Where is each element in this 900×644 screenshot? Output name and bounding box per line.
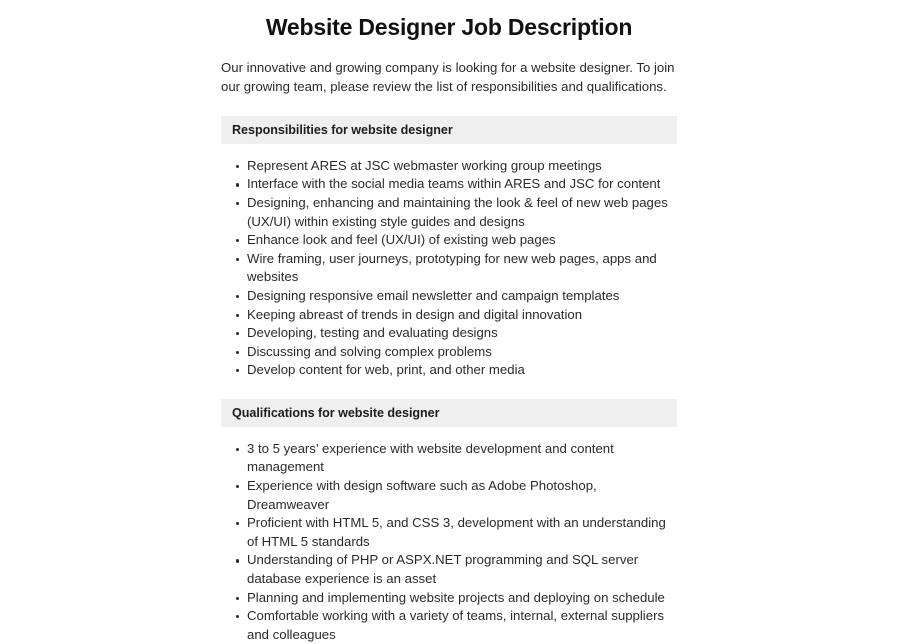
section-qualifications (221, 399, 677, 644)
section-header-responsibilities (221, 116, 677, 144)
list-item: Discussing and solving complex problems (221, 343, 677, 362)
list-item: Designing responsive email newsletter and campaign templates (221, 287, 677, 306)
list-item: Proficient with HTML 5, and CSS 3, development with an understanding of HTML 5 standards (221, 514, 677, 551)
list-item: Understanding of PHP or ASPX.NET programming and SQL server database experience is an asset (221, 551, 677, 588)
list-item: Experience with design software such as Adobe Photoshop, Dreamweaver (221, 477, 677, 514)
page-title: Website Designer Job Description (265, 14, 633, 40)
list-item: Developing, testing and evaluating designs (221, 324, 677, 343)
list-item: 3 to 5 years’ experience with website development and content management (221, 440, 677, 477)
section-header-label: Responsibilities for website designer (232, 122, 453, 137)
intro-paragraph: Our innovative and growing company is looking for a website designer. To join our growing team, please review the list of responsibilities and qualifications. (221, 59, 675, 95)
section-responsibilities (221, 116, 677, 380)
list-item: Keeping abreast of trends in design and digital innovation (221, 306, 677, 325)
list-item: Represent ARES at JSC webmaster working group meetings (221, 157, 677, 176)
list-item: Develop content for web, print, and other media (221, 361, 677, 380)
list-item: Wire framing, user journeys, prototyping for new web pages, apps and websites (221, 250, 677, 287)
list-item: Comfortable working with a variety of teams, internal, external suppliers and colleagues (221, 607, 677, 644)
list-item: Designing, enhancing and maintaining the look & feel of new web pages (UX/UI) within existing style guides and designs (221, 194, 677, 231)
job-description-document (221, 0, 677, 644)
section-header-label: Qualifications for website designer (232, 405, 440, 420)
list-item: Enhance look and feel (UX/UI) of existing web pages (221, 231, 677, 250)
list-item: Interface with the social media teams within ARES and JSC for content (221, 175, 677, 194)
section-header-qualifications (221, 399, 677, 427)
list-item: Planning and implementing website projects and deploying on schedule (221, 589, 677, 608)
responsibilities-list (221, 144, 677, 380)
qualifications-list (221, 427, 677, 644)
